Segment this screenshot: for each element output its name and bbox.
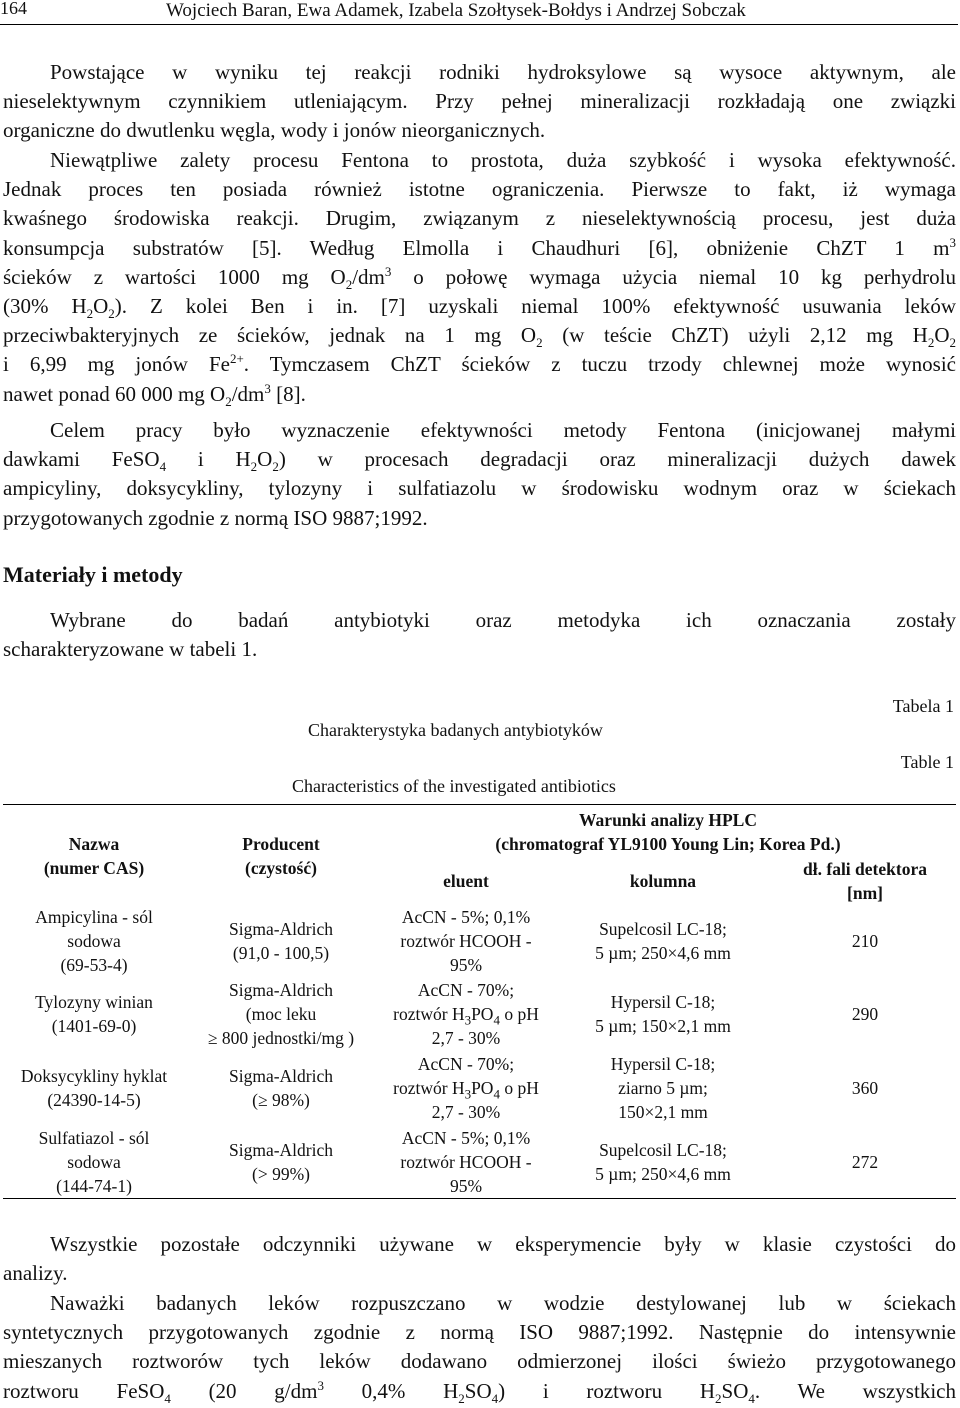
text-line: (30% $H_2O_2$). Z kolei Ben i in. [7] uzyskali niemal 100% efektywność usuwania leków <box>3 294 956 322</box>
table-cell-detector: 360 <box>851 1078 879 1098</box>
table-cell-eluent: AcCN - 70%; roztwór $H_3PO_4$ o pH 2,7 - 30% <box>393 1054 539 1122</box>
text-line: ampicyliny, doksycykliny, tylozyny i sulfatiazolu w środowisku wodnym oraz w ściekach <box>3 476 956 501</box>
table-cell-eluent: AcCN - 5%; 0,1% roztwór HCOOH - 95% <box>400 907 532 975</box>
text-line: nieselektywnym czynnikiem utleniającym. Przy pełnej mineralizacji rozkładają one związki <box>3 89 956 114</box>
paragraph-1 <box>3 58 956 146</box>
paragraph-2 <box>3 146 956 409</box>
text-line: przeciwbakteryjnych ze ścieków, jednak na 1 mg $O_2$ (w teście ChZT) użyli 2,12 mg $H_2O_2$ <box>3 323 956 351</box>
table-cell-column: Hypersil C-18; ziarno 5 µm; 150×2,1 mm <box>610 1054 716 1122</box>
text-line: Powstające w wyniku tej reakcji rodniki hydroksylowe są wysoce aktywnym, ale <box>50 60 956 84</box>
text-line: Jednak proces ten posiada również istotne ograniczenia. Pierwsze to fakt, iż wymaga <box>3 177 956 202</box>
text-line: roztworu FeSO$_4$ (20 $g/dm^3$ 0,4% $H_2SO_4$) i roztworu $H_2SO_4$. We wszystkich <box>3 1377 956 1406</box>
text-line: scharakteryzowane w tabeli 1. <box>3 637 258 662</box>
text-line: Wybrane do badań antybiotyki oraz metodyka ich oznaczania zostały <box>50 608 956 632</box>
paragraph-4 <box>3 606 956 664</box>
text-line: kwaśnego środowiska reakcji. Drugim, związanym z nieselektywnością procesu, jest duża <box>3 206 956 231</box>
page-number: 164 <box>0 0 27 18</box>
header-name: Nazwa (numer CAS) <box>43 834 145 878</box>
table-row: Tylozyny winian (1401-69-0) <box>35 992 153 1036</box>
table-bottom-rule <box>3 1198 956 1199</box>
text-line: Celem pracy było wyznaczenie efektywności metody Fentona (inicjowanej małymi <box>50 418 956 442</box>
header-eluent: eluent <box>443 871 489 891</box>
text-line: Naważki badanych leków rozpuszczano w wodzie destylowanej lub w ściekach <box>50 1291 956 1315</box>
text-line: i 6,99 mg jonów $Fe^{2+}$. Tymczasem ChZT ścieków z tuczu trzody chlewnej może wynosić <box>3 351 957 377</box>
header-hplc: Warunki analizy HPLC (chromatograf YL9100 Young Lin; Korea Pd.) <box>495 810 841 854</box>
text-line: organiczne do dwutlenku węgla, wody i jonów nieorganicznych. <box>3 118 546 143</box>
table-cell-column: Supelcosil LC-18; 5 µm; 250×4,6 mm <box>595 1140 731 1184</box>
paragraph-5 <box>3 1230 956 1288</box>
table-cell-detector: 272 <box>851 1152 879 1172</box>
table-cell-column: Supelcosil LC-18; 5 µm; 250×4,6 mm <box>595 919 731 963</box>
text-line: ścieków z wartości 1000 mg $O_2/dm^3$ o połowę wymaga użycia niemal 10 kg perhydrolu <box>3 263 956 292</box>
section-heading: Materiały i metody <box>3 562 183 587</box>
table-cell-eluent: AcCN - 70%; roztwór $H_3PO_4$ o pH 2,7 - 30% <box>393 980 539 1048</box>
table-cell-column: Hypersil C-18; 5 µm; 150×2,1 mm <box>595 992 731 1036</box>
text-line: dawkami FeSO$_4$ i $H_2O_2$) w procesach degradacji oraz mineralizacji dużych dawek <box>3 447 957 475</box>
table-top-rule <box>3 804 956 805</box>
text-line: mieszanych roztworów tych leków dodawano odmierzonej ilości świeżo przygotowanego <box>3 1349 956 1374</box>
table-label-en: Table 1 <box>900 752 954 772</box>
table-row: Ampicylina - sól sodowa (69-53-4) <box>35 907 153 975</box>
text-line: przygotowanych zgodnie z normą ISO 9887;1992. <box>3 505 428 530</box>
table-cell-producer: Sigma-Aldrich (> 99%) <box>228 1140 333 1184</box>
running-header <box>0 0 958 25</box>
table-cell-detector: 290 <box>851 1004 879 1024</box>
table-cell-producer: Sigma-Aldrich (≥ 98%) <box>228 1066 333 1110</box>
running-header-authors: Wojciech Baran, Ewa Adamek, Izabela Szołtysek-Bołdys i Andrzej Sobczak <box>166 0 746 21</box>
table-row: Sulfatiazol - sól sodowa (144-74-1) <box>38 1128 150 1196</box>
header-producer: Producent (czystość) <box>242 834 320 878</box>
table-label-pl: Tabela 1 <box>892 696 954 716</box>
text-line: analizy. <box>3 1261 68 1286</box>
text-line: Niewątpliwe zalety procesu Fentona to prostota, duża szybkość i wysoka efektywność. <box>50 148 956 172</box>
header-detector: dł. fali detektora [nm] <box>803 859 927 903</box>
text-line: nawet ponad 60 000 mg $O_2/dm^3$ [8]. <box>3 380 306 409</box>
table-title-en: Characteristics of the investigated antibiotics <box>292 776 616 796</box>
paragraph-6 <box>3 1289 956 1406</box>
text-line: Wszystkie pozostałe odczynniki używane w eksperymencie były w klasie czystości do <box>50 1232 956 1256</box>
table-row: Doksycykliny hyklat (24390-14-5) <box>20 1066 168 1110</box>
table-cell-producer: Sigma-Aldrich (moc leku ≥ 800 jednostki/mg ) <box>207 980 355 1048</box>
table-cell-producer: Sigma-Aldrich (91,0 - 100,5) <box>228 919 333 963</box>
text-line: konsumpcja substratów [5]. Według Elmolla i Chaudhuri [6], obniżenie ChZT 1 $m^3$ <box>3 234 956 260</box>
text-line: syntetycznych przygotowanych zgodnie z normą ISO 9887;1992. Następnie do intensywnie <box>3 1320 956 1345</box>
table-cell-detector: 210 <box>851 931 879 951</box>
header-column: kolumna <box>629 871 697 891</box>
table-title-pl: Charakterystyka badanych antybiotyków <box>308 720 603 740</box>
paragraph-3 <box>3 416 956 533</box>
table-cell-eluent: AcCN - 5%; 0,1% roztwór HCOOH - 95% <box>400 1128 532 1196</box>
